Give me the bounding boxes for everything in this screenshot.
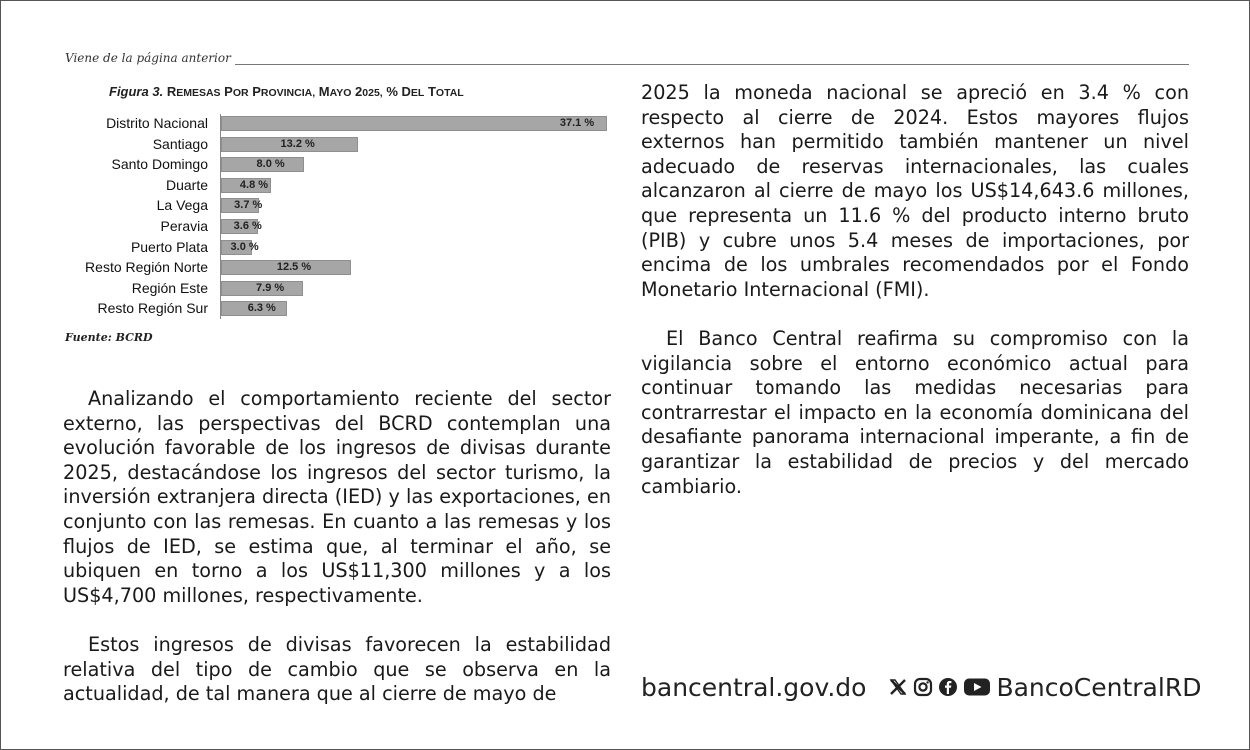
data-label: 3.0 % bbox=[230, 240, 259, 253]
x-icon[interactable] bbox=[888, 677, 908, 697]
paragraph: Estos ingresos de divisas favorecen la estabilidad relativa del tipo de cambio que se observa en la actualidad, de tal manera que al cierre de mayo de bbox=[63, 632, 611, 706]
data-label: 13.2 % bbox=[280, 137, 315, 150]
youtube-icon[interactable] bbox=[963, 677, 991, 697]
category-label: Santiago bbox=[152, 135, 208, 152]
category-label: Puerto Plata bbox=[130, 238, 208, 255]
paragraph: El Banco Central reafirma su compromiso con la vigilancia sobre el entorno económico actual para continuar tomando las medidas necesarias para contrarrestar el impacto en la economía dominicana del desafiante panorama internacional imperante, a fin de garantizar la estabilidad de precios y del mercado cambiario. bbox=[641, 326, 1189, 498]
category-label: Región Este bbox=[131, 279, 208, 296]
instagram-icon[interactable] bbox=[913, 677, 933, 697]
body-column-left bbox=[63, 387, 611, 707]
category-label: La Vega bbox=[156, 197, 208, 214]
category-label: Duarte bbox=[165, 176, 208, 193]
facebook-icon[interactable] bbox=[938, 677, 958, 697]
data-label: 3.7 % bbox=[234, 199, 263, 212]
category-label: Resto Región Sur bbox=[97, 300, 208, 317]
category-label: Distrito Nacional bbox=[106, 115, 208, 131]
data-label: 8.0 % bbox=[256, 158, 285, 171]
continued-note: Viene de la página anterior bbox=[65, 51, 231, 65]
data-label: 4.8 % bbox=[239, 178, 269, 191]
figure-source: Fuente: BCRD bbox=[65, 331, 153, 344]
paragraph: Analizando el comportamiento reciente del sector externo, las perspectivas del BCRD contemplan una evolución favorable de los ingresos de divisas durante 2025, destacándose los ingresos del sector turismo, la inversión extranjera directa (IED) y las exportaciones, en conjunto con las remesas. En cuanto a las remesas y los flujos de IED, se estima que, al terminar el año, se ubiquen en torno a los US$11,300 millones y a los US$4,700 millones, respectivamente. bbox=[63, 387, 611, 607]
bar-chart bbox=[1, 1, 621, 331]
data-label: 12.5 % bbox=[276, 261, 312, 274]
footer bbox=[641, 669, 1202, 705]
data-label: 7.9 % bbox=[256, 281, 285, 294]
category-label: Resto Región Norte bbox=[85, 259, 208, 276]
website-link[interactable]: bancentral.gov.do bbox=[641, 672, 867, 702]
data-label: 3.6 % bbox=[233, 220, 262, 232]
social-handle[interactable]: BancoCentralRD bbox=[996, 672, 1202, 702]
paragraph: 2025 la moneda nacional se apreció en 3.4 % con respecto al cierre de 2024. Estos mayores flujos externos han permitido también mantener un nivel adecuado de reservas internacionales, las cuales alcanzaron al cierre de mayo los US$14,643.6 millones, que representa un 11.6 % del producto interno bruto (PIB) y cubre unos 5.4 meses de importaciones, por encima de los umbrales recomendados por el Fondo Monetario Internacional (FMI). bbox=[641, 81, 1189, 301]
bar bbox=[221, 116, 607, 131]
category-label: Santo Domingo bbox=[111, 156, 208, 173]
data-label: 37.1 % bbox=[559, 117, 595, 129]
figure-number: Figura 3. bbox=[109, 84, 164, 99]
category-label: Peravia bbox=[160, 218, 208, 234]
figure-caption: REMESAS POR PROVINCIA, MAYO 2025, % DEL TOTAL bbox=[166, 84, 464, 99]
data-label: 6.3 % bbox=[247, 302, 276, 315]
body-column-right bbox=[641, 81, 1189, 499]
